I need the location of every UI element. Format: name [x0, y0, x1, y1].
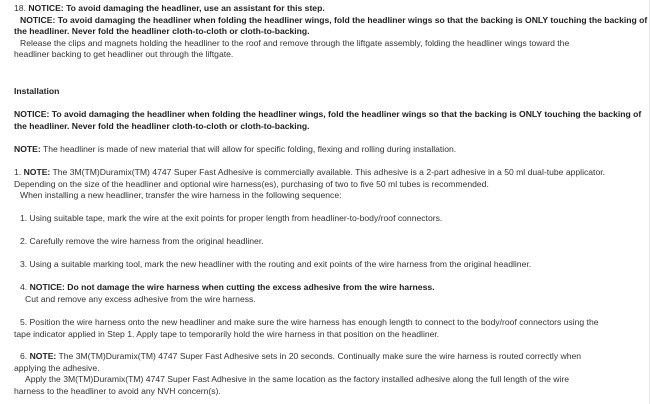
notice-text: To avoid damaging the headliner when folding the headliner wings, fold the headliner wings so that the backing is ONLY touching the backing of	[57, 14, 648, 25]
step-number: 18.	[14, 3, 26, 13]
note-text: The headliner is made of new material that will allow for specific folding, flexing and rolling during installation.	[42, 144, 457, 154]
sub-step-4-text: Cut and remove any excess adhesive from the wire harness.	[25, 293, 256, 304]
notice-text: the headliner. Never fold the headliner cloth-to-cloth or cloth-to-backing.	[14, 120, 310, 131]
sub-step-1: 1. Using suitable tape, mark the wire at the exit points for proper length from headliner-to-body/roof connectors.	[20, 213, 443, 223]
sub-step-6-line-4: harness to the headliner to avoid any NVH concern(s).	[14, 385, 221, 396]
step-number: 4.	[20, 282, 28, 292]
installation-heading: Installation	[14, 86, 60, 96]
note-label: NOTE:	[14, 144, 41, 154]
notice-text: the headliner. Never fold the headliner cloth-to-cloth or cloth-to-backing.	[14, 26, 310, 36]
step-18-notice-2-line-1	[14, 15, 647, 27]
step-number: 6.	[20, 351, 28, 361]
notice-text: To avoid damaging the headliner, use an assistant for this step.	[66, 3, 325, 13]
installation-notice-line-2	[14, 121, 310, 133]
note-label: NOTE:	[29, 351, 57, 361]
step-number: 1.	[14, 167, 22, 177]
sub-step-6-note-line-2: applying the adhesive.	[14, 362, 100, 373]
notice-label: NOTICE:	[20, 14, 56, 25]
notice-text: NOTICE: Do not damage the wire harness when cutting the excess adhesive from the wire harness.	[29, 282, 435, 292]
step-18-release-line-1: Release the clips and magnets holding the headliner to the roof and remove through the liftgate assembly, folding the headliner wings toward the	[20, 37, 570, 48]
sub-step-6-line-3: Apply the 3M(TM)Duramix(TM) 4747 Super Fast Adhesive in the same location as the factory installed adhesive along the full length of the wire	[25, 374, 570, 384]
step-18-release-line-2: headliner backing to get headliner out through the liftgate.	[14, 49, 234, 59]
sub-step-4-notice	[14, 282, 435, 294]
note-label: NOTE:	[23, 167, 51, 177]
installation-note	[14, 144, 456, 156]
sub-step-6-note-line-1	[14, 351, 581, 363]
notice-label: NOTICE:	[28, 3, 64, 13]
sub-step-5-line-2: tape indicator applied in Step 1. Apply tape to temporarily hold the wire harness in that position on the headliner.	[14, 328, 440, 339]
step-18-notice-1	[14, 3, 325, 15]
sub-step-2: 2. Carefully remove the wire harness from the original headliner.	[20, 236, 264, 246]
step-1-note-line-1	[14, 167, 605, 179]
sub-step-5-line-1: 5. Position the wire harness onto the new headliner and make sure the wire harness has enough length to connect to the body/roof connectors using the	[20, 317, 599, 327]
step-1-sequence-intro: When installing a new headliner, transfer the wire harness in the following sequence:	[20, 190, 342, 200]
installation-notice-line-1	[14, 109, 641, 121]
sub-step-3: 3. Using a suitable marking tool, mark the new headliner with the routing and exit points of the wire harness from the original headliner.	[20, 259, 532, 269]
note-text: The 3M(TM)Duramix(TM) 4747 Super Fast Adhesive sets in 20 seconds. Continually make sure the wire harness is routed correctly when	[58, 351, 582, 361]
notice-text: NOTICE: To avoid damaging the headliner when folding the headliner wings, fold the headliner wings so that the backing is ONLY touching the backing of	[14, 109, 642, 119]
note-text: The 3M(TM)Duramix(TM) 4747 Super Fast Adhesive is commercially available. This adhesive is a 2-part adhesive in a 50 ml dual-tube applicator.	[52, 167, 605, 177]
step-18-notice-2-line-2	[14, 26, 310, 38]
step-1-note-line-2: Depending on the size of the headliner and optional wire harness(es), purchasing of two to five 50 ml tubes is recommended.	[14, 178, 489, 189]
